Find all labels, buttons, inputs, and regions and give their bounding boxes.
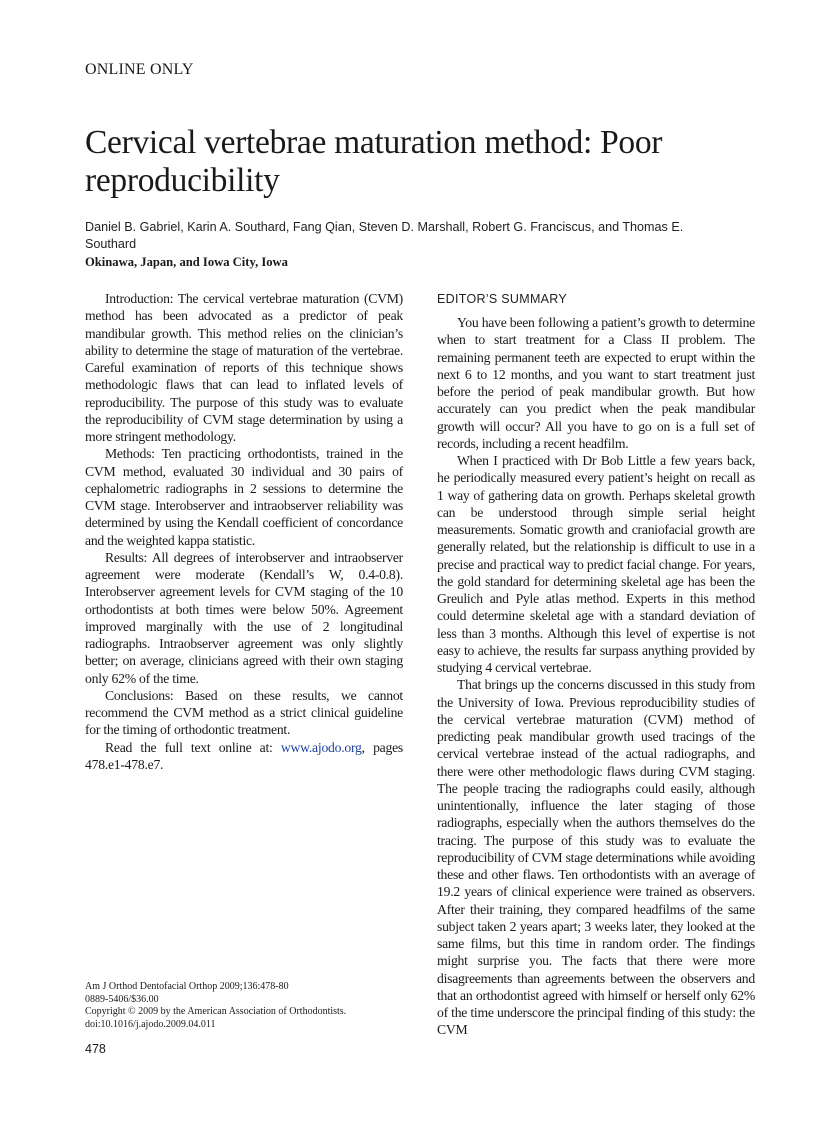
copyright: Copyright © 2009 by the American Association of Orthodontists.: [85, 1006, 347, 1018]
affiliation: Okinawa, Japan, and Iowa City, Iowa: [85, 255, 288, 269]
abstract-results: Results: All degrees of interobserver and intraobserver agreement were moderate (Kendall’s W, 0.4-0.8). Interobserver agreement levels for CVM staging of the 10 orthodontists at both times were below 50%. Agreement improved marginally with the use of 2 longitudinal radiographs. Intraobserver agreement was only slightly better; on average, clinicians agreed with their own staging only 62% of the time.: [85, 549, 403, 686]
section-label: ONLINE ONLY: [85, 61, 194, 78]
abstract-methods: Methods: Ten practicing orthodontists, trained in the CVM method, evaluated 30 individual and 30 pairs of cephalometric radiographs in 2 sessions to determine the CVM stage. Interobserver and intraobserver reliability was determined by using the Kendall coefficient of concordance and the weighted kappa statistic.: [85, 446, 403, 548]
abstract-introduction: Introduction: The cervical vertebrae maturation (CVM) method has been advocated as a predictor of peak mandibular growth. This method relies on the clinician’s ability to determine the stage of maturation of the vertebrae. Careful examination of reports of this technique shows methodologic flaws that can lead to inflated levels of reproducibility. The purpose of this study was to evaluate the reproducibility of CVM stage determination by using a more stringent methodology.: [85, 291, 403, 444]
read-more-suffix: , pages 478.e1-478.e7.: [85, 739, 403, 772]
read-more-prefix: Read the full text online at:: [105, 739, 281, 755]
page-number: 478: [85, 1042, 106, 1056]
summary-paragraph: When I practiced with Dr Bob Little a few years back, he periodically measured every patient’s height on recall as 1 way of gathering data on growth. Perhaps skeletal growth can be understood through simple serial height measurements. Somatic growth and craniofacial growth are generally related, but the relationship is difficult to use in a precise and practical way to predict facial change. For years, the gold standard for determining skeletal age has been the Greulich and Pyle atlas method. Experts in this method could determine skeletal age with a standard deviation of less than 3 months. Although this level of expertise is not easy to achieve, the results far surpass anything provided by studying 4 cervical vertebrae.: [437, 453, 755, 675]
journal-citation: Am J Orthod Dentofacial Orthop 2009;136:478-80: [85, 981, 289, 992]
read-more: [85, 739, 403, 774]
citation-footer: [85, 981, 346, 1032]
issn: 0889-5406/$36.00: [85, 993, 159, 1005]
article-title: Cervical vertebrae maturation method: Poor reproducibility: [85, 124, 663, 199]
doi: doi:10.1016/j.ajodo.2009.04.011: [85, 1019, 216, 1031]
abstract-conclusions: Conclusions: Based on these results, we cannot recommend the CVM method as a strict clinical guideline for the timing of orthodontic treatment.: [85, 687, 403, 738]
summary-paragraph: That brings up the concerns discussed in this study from the University of Iowa. Previous reproducibility studies of the cervical vertebrae maturation (CVM) method of predicting peak mandibular growth used tracings of the cervical vertebrae instead of the actual radiographs, and there were other methodologic flaws during CVM staging. The people tracing the radiographs could easily, although unintentionally, influence the later staging of those radiographs, especially when the authors themselves do the tracing. The purpose of this study was to evaluate the reproducibility of CVM stage determinations while avoiding these and other flaws. Ten orthodontists with an average of 19.2 years of clinical experience were trained as observers. After their training, they compared headfilms of the same subject taken 2 years apart; 3 weeks later, they looked at the same films, but this time in random order. The findings might surprise you. The facts that there were more disagreements than agreements between the observers and that an orthodontist agreed with himself or herself only 62% of the time underscore the principal finding of this study: the CVM: [437, 677, 755, 1038]
summary-paragraph: You have been following a patient’s growth to determine when to start treatment for a Class II problem. The remaining permanent teeth are expected to erupt within the next 6 to 12 months, and you want to start treatment just before the period of peak mandibular growth. But how accurately can you predict when the peak mandibular growth will occur? All you have to go on is a full set of records, including a recent headfilm.: [437, 315, 755, 451]
editors-summary-column: [437, 314, 755, 1039]
abstract-column: [85, 290, 403, 773]
ajodo-link[interactable]: www.ajodo.org: [280, 739, 362, 755]
editors-summary-heading: EDITOR’S SUMMARY: [437, 292, 568, 306]
author-list: Daniel B. Gabriel, Karin A. Southard, Fang Qian, Steven D. Marshall, Robert G. Franciscus, and Thomas E. Southard: [85, 220, 684, 251]
